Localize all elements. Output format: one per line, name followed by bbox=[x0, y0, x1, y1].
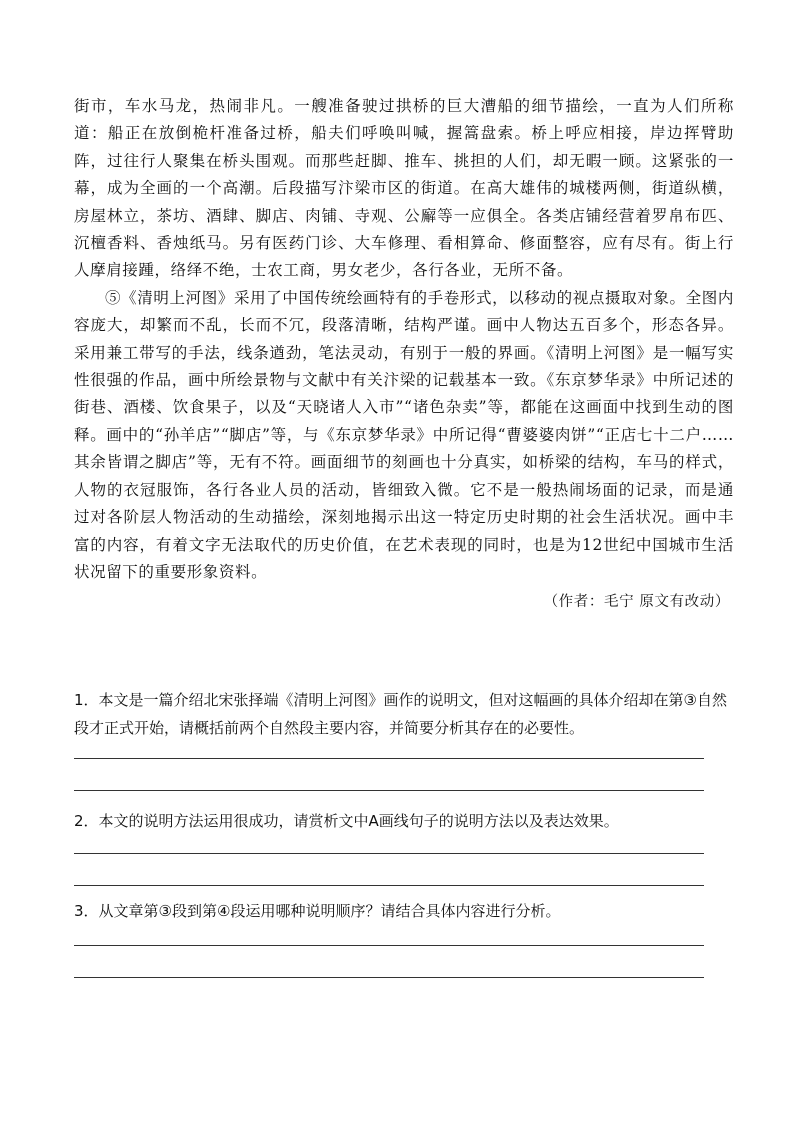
question-2-text: 2．本文的说明方法运用很成功，请赏析文中A画线句子的说明方法以及表达效果。 bbox=[74, 812, 619, 830]
article-paragraph-continued: 街市，车水马龙，热闹非凡。一艘准备驶过拱桥的巨大漕船的细节描绘，一直为人们所称道：船正在放倒桅杆准备过桥，船夫们呼唤叫喊，握篙盘索。桥上呼应相接，岸边挥臂助阵，过往行人聚集在桥头围观。而那些赶脚、推车、挑担的人们，却无暇一顾。这紧张的一幕，成为全画的一个高潮。后段描写汴梁市区的街道。在高大雄伟的城楼两侧，街道纵横，房屋林立，茶坊、酒肆、脚店、肉铺、寺观、公廨等一应俱全。各类店铺经营着罗帛布匹、沉檀香料、香烛纸马。另有医药门诊、大车修理、看相算命、修面整容，应有尽有。街上行人摩肩接踵，络绎不绝，士农工商，男女老少，各行各业，无所不备。 bbox=[74, 97, 734, 280]
answer-line[interactable] bbox=[74, 758, 704, 759]
article-body bbox=[74, 93, 734, 617]
answer-line[interactable] bbox=[74, 977, 704, 978]
answer-line[interactable] bbox=[74, 885, 704, 886]
article-paragraph-5: ⑤《清明上河图》采用了中国传统绘画特有的手卷形式，以移动的视点摄取对象。全图内容庞大，却繁而不乱，长而不冗，段落清晰，结构严谨。画中人物达五百多个，形态各异。采用兼工带写的手法，线条遒劲，笔法灵动，有别于一般的界画。《清明上河图》是一幅写实性很强的作品，画中所绘景物与文献中有关汴梁的记载基本一致。《东京梦华录》中所记述的街巷、酒楼、饮食果子，以及“天晓诸人入市”“诸色杂卖”等，都能在这画面中找到生动的图释。画中的“孙羊店”“脚店”等，与《东京梦华录》中所记得“曹婆婆肉饼”“正店七十二户……其余皆谓之脚店”等，无有不符。画面细节的刻画也十分真实，如桥梁的结构，车马的样式，人物的衣冠服饰，各行各业人员的活动，皆细致入微。它不是一般热闹场面的记录，而是通过对各阶层人物活动的生动描绘，深刻地揭示出这一特定历史时期的社会生活状况。画中丰富的内容，有着文字无法取代的历史价值，在艺术表现的同时，也是为12世纪中国城市生活状况留下的重要形象资料。 bbox=[74, 288, 734, 581]
author-note: （作者：毛宁 原文有改动） bbox=[543, 594, 730, 611]
question-3 bbox=[74, 897, 734, 978]
answer-line[interactable] bbox=[74, 945, 704, 946]
question-1 bbox=[74, 686, 734, 791]
question-1-text: 1．本文是一篇介绍北宋张择端《清明上河图》画作的说明文，但对这幅画的具体介绍却在第③自然段才正式开始，请概括前两个自然段主要内容，并简要分析其存在的必要性。 bbox=[74, 691, 727, 737]
answer-line[interactable] bbox=[74, 853, 704, 854]
question-section bbox=[74, 686, 734, 978]
question-2 bbox=[74, 807, 734, 886]
question-3-text: 3．从文章第③段到第④段运用哪种说明顺序？请结合具体内容进行分析。 bbox=[74, 902, 561, 920]
answer-line[interactable] bbox=[74, 790, 704, 791]
